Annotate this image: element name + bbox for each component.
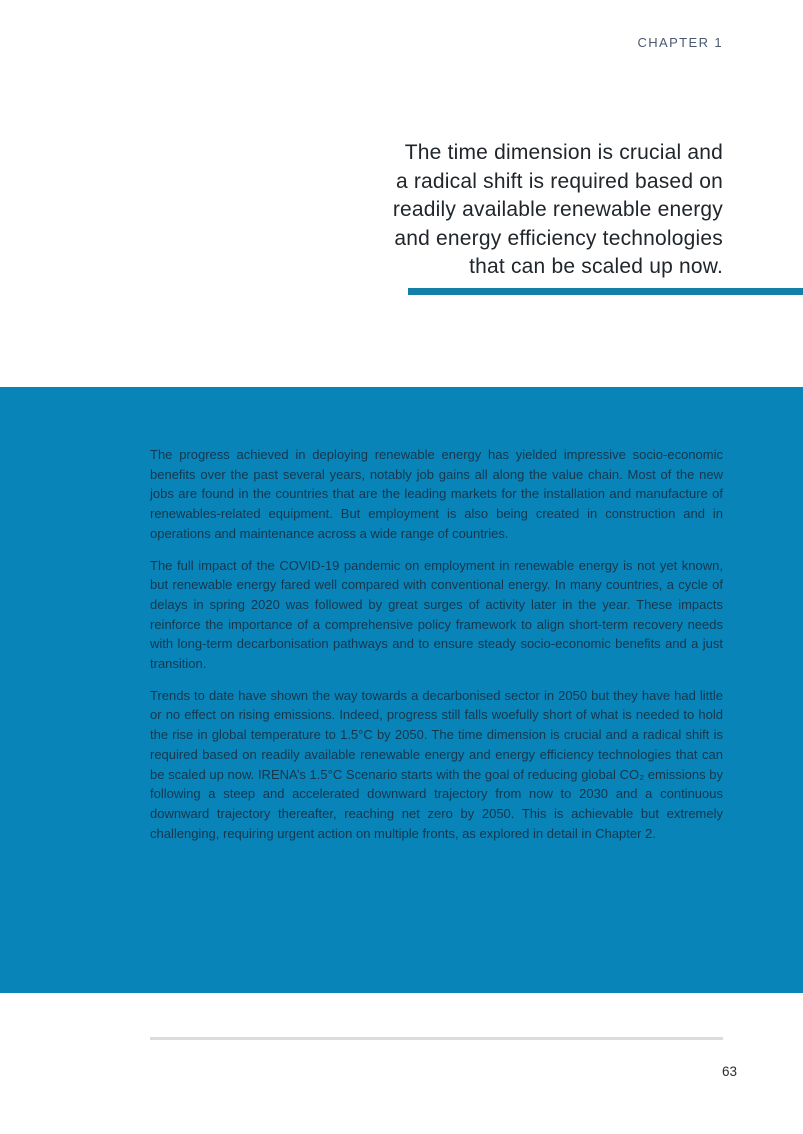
pull-quote-line: The time dimension is crucial and — [404, 141, 723, 164]
pull-quote-line: a radical shift is required based on — [395, 169, 723, 193]
page-number: 63 — [721, 1064, 737, 1079]
article-body — [150, 445, 723, 843]
blue-text-panel — [0, 387, 803, 993]
body-paragraph: The progress achieved in deploying renewable energy has yielded impressive socio-economic benefits over the past several years, notably job gains all along the value chain. Most of the new jobs are found in the countries that are the leading markets for the installation and manufacture of renewables-related equipment. But employment is also being created in construction and in operations and maintenance across a wide range of countries. — [150, 447, 723, 541]
pull-quote-line: and energy efficiency technologies — [394, 226, 723, 250]
pull-quote-underline-rule — [408, 288, 803, 295]
pull-quote-line: that can be scaled up now. — [469, 255, 723, 278]
pull-quote — [393, 139, 723, 282]
footer-divider — [150, 1037, 723, 1040]
pull-quote-line: readily available renewable energy — [392, 198, 723, 221]
chapter-label: CHAPTER 1 — [637, 35, 723, 50]
body-paragraph: The full impact of the COVID-19 pandemic on employment in renewable energy is not yet known, but renewable energy fared well compared with conventional energy. In many countries, a cycle of delays in spring 2020 was followed by great surges of activity later in the year. These impacts reinforce the importance of a comprehensive policy framework to align short-term recovery needs with long-term decarbonisation pathways and to ensure steady socio-economic benefits and a just transition. — [150, 557, 723, 672]
body-paragraph: Trends to date have shown the way towards a decarbonised sector in 2050 but they have had little or no effect on rising emissions. Indeed, progress still falls woefully short of what is needed to hold the rise in global temperature to 1.5°C by 2050. The time dimension is crucial and a radical shift is required based on readily available renewable energy and energy efficiency technologies that can be scaled up now. IRENA’s 1.5°C Scenario starts with the goal of reducing global CO₂ emissions by following a steep and accelerated downward trajectory from now to 2030 and a continuous downward trajectory thereafter, reaching net zero by 2050. This is achievable but extremely challenging, requiring urgent action on multiple fronts, as explored in detail in Chapter 2. — [150, 687, 723, 841]
